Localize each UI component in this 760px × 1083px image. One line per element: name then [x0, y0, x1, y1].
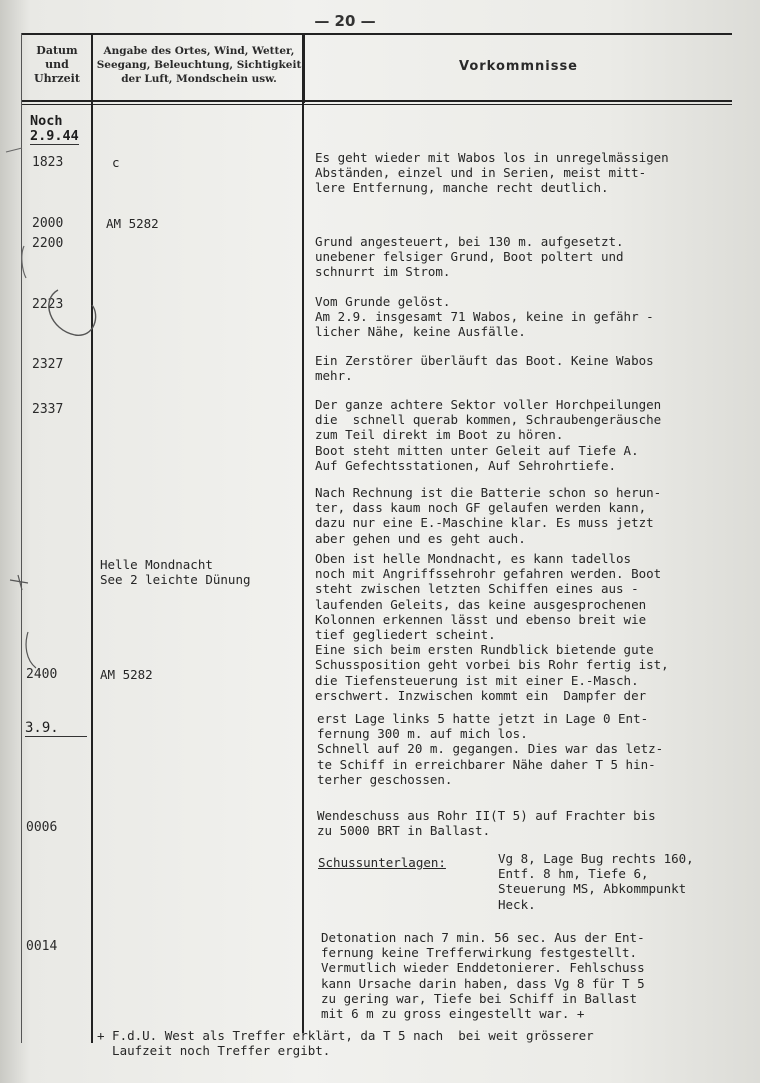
event-schussunterlagen: Vg 8, Lage Bug rechts 160, Entf. 8 hm, Tiefe 6, Steuerung MS, Abkommpunkt Heck.: [498, 851, 694, 912]
event-2337: Der ganze achtere Sektor voller Horchpeilungen die schnell querab kommen, Schraubengeräusche zum Teil direkt im Boot zu hören. Boot steht mitten unter Geleit auf Tiefe A. Auf Gefechtsstationen, Auf Sehrohrtiefe.: [315, 397, 662, 473]
pencil-short-mark: [6, 148, 22, 152]
ort-2000: AM 5282: [106, 216, 159, 231]
ort-helle-mondnacht: Helle Mondnacht See 2 leichte Dünung: [100, 557, 251, 588]
time-2327: 2327: [32, 357, 64, 372]
event-0014: Detonation nach 7 min. 56 sec. Aus der Ent- fernung keine Trefferwirkung festgestellt. Vermutlich wieder Enddetonierer. Fehlschuss kann Ursache darin haben, dass Vg 8 für T 5 zu gering war, Tiefe bei Schiff in Ballast mit 6 m zu gross eingestellt war. +: [321, 930, 645, 1022]
ort-2400: AM 5282: [100, 667, 153, 682]
time-1823: 1823: [32, 155, 64, 170]
event-lage: erst Lage links 5 hatte jetzt in Lage 0 Ent- fernung 300 m. auf mich los. Schnell auf 20 m. gegangen. Dies war das letz- te Schiff in erreichbarer Nähe daher T 5 hin- terher geschossen.: [317, 711, 664, 787]
time-2400: 2400: [26, 667, 58, 682]
noch-label: Noch: [30, 113, 63, 129]
event-2327: Ein Zerstörer überläuft das Boot. Keine Wabos mehr.: [315, 353, 654, 384]
pencil-cross-mark: [10, 575, 28, 590]
footnote: + F.d.U. West als Treffer erklärt, da T 5 nach bei weit grösserer Laufzeit noch Treffer ergibt.: [97, 1028, 594, 1059]
pencil-arc-mark: [26, 632, 36, 668]
time-2337: 2337: [32, 402, 64, 417]
time-0006: 0006: [26, 820, 58, 835]
time-2223: 2223: [32, 297, 64, 312]
header-ort: Angabe des Ortes, Wind, Wetter, Seegang, Beleuchtung, Sichtigkeit der Luft, Mondschein usw.: [96, 45, 302, 85]
date-second: 3.9.: [25, 720, 87, 737]
event-batterie: Nach Rechnung ist die Batterie schon so herun- ter, dass kaum noch GF gelaufen werden kann, dazu nur eine E.-Maschine klar. Es muss jetzt aber gehen und es geht auch.: [315, 485, 662, 546]
header-vorkommnisse: Vorkommnisse: [458, 59, 578, 74]
pencil-loop-mark: [49, 290, 96, 335]
event-2200: Grund angesteuert, bei 130 m. aufgesetzt. unebener felsiger Grund, Boot poltert und schnurrt im Strom.: [315, 234, 624, 280]
event-1823: Es geht wieder mit Wabos los in unregelmässigen Abständen, einzel und in Serien, meist mitt- lere Entfernung, manche recht deutlich.: [315, 150, 669, 196]
date-first: 2.9.44: [30, 128, 79, 144]
pencil-tick-mark: [22, 246, 26, 278]
page-number: — 20 —: [314, 12, 376, 30]
event-mondnacht: Oben ist helle Mondnacht, es kann tadellos noch mit Angriffssehrohr gefahren werden. Boot steht zwischen letzten Schiffen eines aus - laufenden Geleits, das keine ausgesprochenen Kolonnen erkennen lässt und ebenso breit wie tief gegliedert scheint. Eine sich beim ersten Rundblick bietende gute Schussposition geht vorbei bis Rohr fertig ist, die Tiefensteuerung ist mit einer E.-Masch. erschwert. Inzwischen kommt ein Dampfer der: [315, 551, 669, 703]
time-2000: 2000: [32, 216, 64, 231]
time-0014: 0014: [26, 939, 58, 954]
event-0006: Wendeschuss aus Rohr II(T 5) auf Frachter bis zu 5000 BRT in Ballast.: [317, 808, 656, 839]
event-2223: Vom Grunde gelöst. Am 2.9. insgesamt 71 Wabos, keine in gefähr - licher Nähe, keine Ausfälle.: [315, 294, 654, 340]
schussunterlagen-label: Schussunterlagen:: [318, 855, 446, 870]
ort-1823: c: [112, 155, 120, 170]
header-datum: Datum und Uhrzeit: [34, 44, 80, 85]
time-2200: 2200: [32, 236, 64, 251]
